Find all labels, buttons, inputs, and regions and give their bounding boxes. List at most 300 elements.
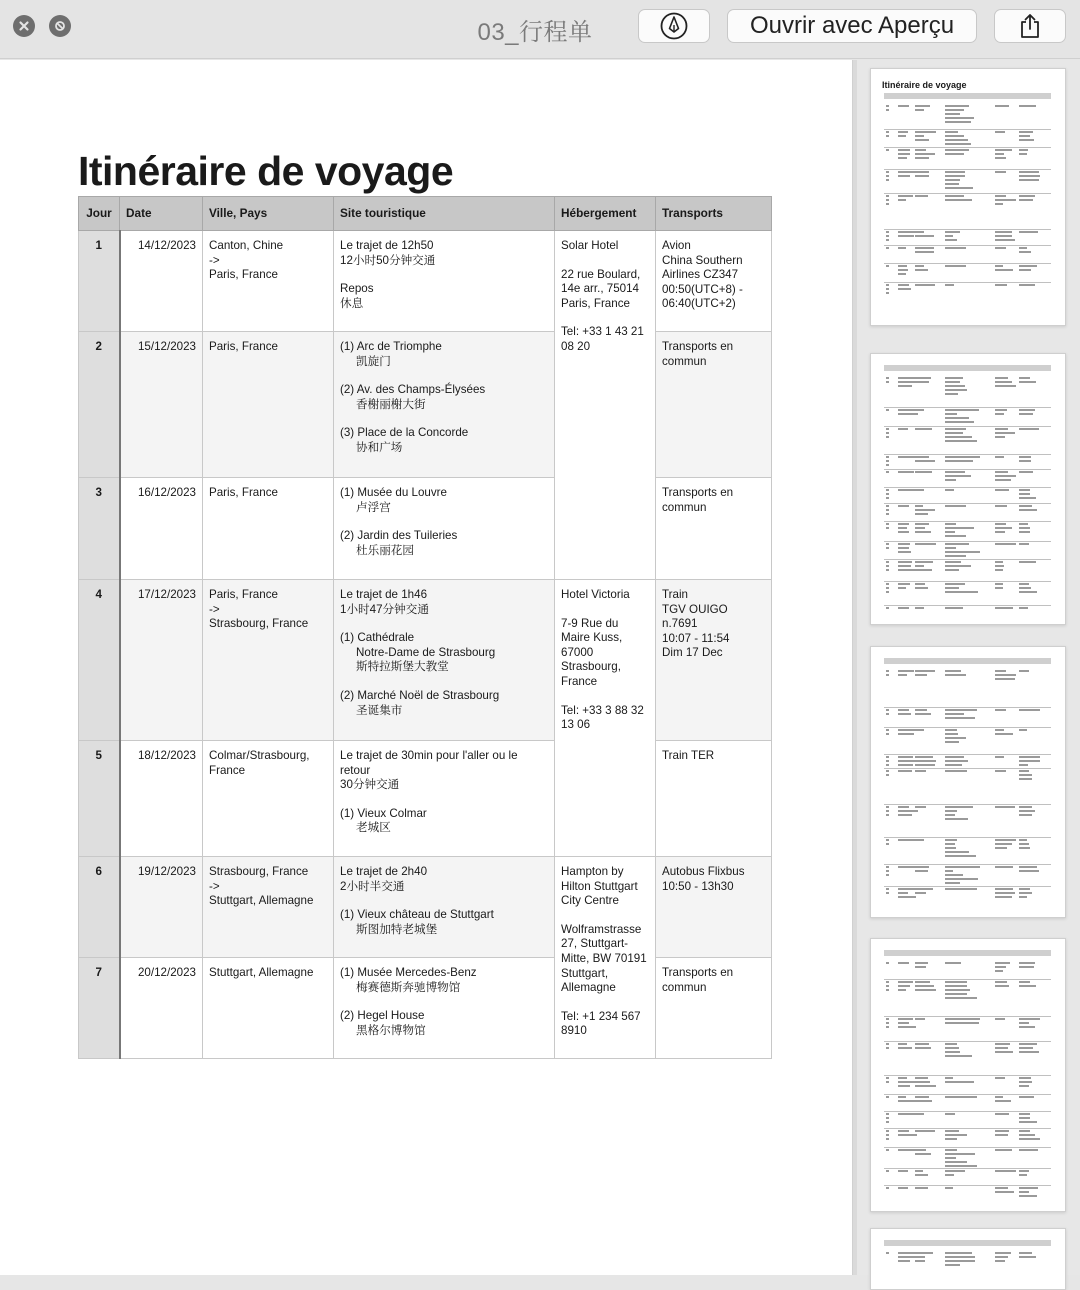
- thumbnail-text-line: [886, 866, 889, 868]
- thumbnail-text-line: [995, 531, 1005, 533]
- thumbnail-text-line: [945, 1113, 955, 1115]
- day-number: 6: [79, 857, 120, 958]
- cell-line: Tel: +33 1 43 21: [561, 325, 644, 339]
- thumbnail-text-line: [945, 1096, 977, 1098]
- thumbnail-text-line: [915, 1096, 929, 1098]
- thumbnail-text-line: [1019, 543, 1029, 545]
- thumbnail-text-line: [886, 764, 889, 766]
- thumbnail-row-rule: [884, 426, 1051, 427]
- thumbnail-text-line: [945, 543, 969, 545]
- cell-line: commun: [662, 500, 707, 514]
- thumbnail-text-line: [915, 157, 929, 159]
- minimize-window-button[interactable]: [49, 15, 71, 37]
- thumbnail-text-line: [898, 247, 906, 249]
- thumbnail-text-line: [898, 1026, 916, 1028]
- thumbnail-text-line: [995, 1187, 1008, 1189]
- open-with-preview-button[interactable]: Ouvrir avec Aperçu: [727, 9, 977, 43]
- thumbnail-text-line: [995, 131, 1005, 133]
- line-gap: [561, 690, 649, 704]
- thumbnail-text-line: [886, 1022, 889, 1024]
- thumbnail-text-line: [995, 385, 1016, 387]
- thumbnail-text-line: [898, 896, 916, 898]
- thumbnail-text-line: [995, 1252, 1011, 1254]
- cell-line: 13 06: [561, 718, 591, 732]
- thumbnail-text-line: [945, 882, 960, 884]
- line-gap: [340, 995, 548, 1009]
- thumbnail-text-line: [995, 377, 1008, 379]
- cell-line: 香榭丽榭大街: [356, 397, 426, 411]
- thumbnail-text-line: [898, 269, 908, 271]
- cell-line: Train: [662, 588, 688, 601]
- thumbnail-row-rule: [884, 1185, 1051, 1186]
- thumbnail-text-line: [945, 587, 959, 589]
- close-icon: [18, 20, 30, 32]
- city-cell: [203, 580, 334, 741]
- thumbnail-text-line: [945, 247, 966, 249]
- thumbnail-text-line: [995, 1149, 1012, 1151]
- thumbnail-text-line: [915, 471, 932, 473]
- no-entry-icon: [54, 20, 66, 32]
- thumbnail-text-line: [898, 583, 910, 585]
- thumbnail-text-line: [915, 269, 928, 271]
- cell-line: (1) Arc de Triomphe: [340, 340, 442, 353]
- cell-line: (2) Av. des Champs-Élysées: [340, 383, 486, 397]
- thumbnail-text-line: [915, 756, 933, 758]
- cell-line: Autobus Flixbus: [662, 865, 745, 878]
- thumbnail-text-line: [1019, 770, 1029, 772]
- thumbnail-text-line: [886, 284, 889, 286]
- day-number: 3: [79, 478, 120, 580]
- thumbnail-text-line: [945, 113, 960, 115]
- cell-line: Stuttgart, Allemagne: [209, 966, 314, 979]
- thumbnail-text-line: [945, 1157, 956, 1159]
- thumbnail-text-line: [898, 810, 918, 812]
- thumbnail-text-line: [995, 239, 1015, 241]
- thumbnail-text-line: [995, 231, 1012, 233]
- thumbnail-text-line: [945, 183, 959, 185]
- thumbnail-text-line: [1019, 583, 1029, 585]
- thumbnail-text-line: [995, 985, 1009, 987]
- thumbnail-text-line: [915, 1085, 936, 1087]
- cell-line: Notre-Dame de Strasbourg: [356, 645, 496, 659]
- thumbnail-text-line: [1019, 985, 1036, 987]
- thumbnail-text-line: [898, 273, 906, 275]
- thumbnail-text-line: [945, 417, 969, 419]
- thumbnail-text-line: [945, 565, 971, 567]
- line-gap: [561, 311, 649, 325]
- transport-cell: [656, 231, 772, 332]
- thumbnail-text-line: [1019, 981, 1030, 983]
- thumbnail-text-line: [915, 985, 934, 987]
- thumbnail-text-line: [945, 432, 963, 434]
- page-thumbnail[interactable]: [870, 1228, 1066, 1290]
- cell-line: Avion: [662, 239, 691, 252]
- thumbnail-text-line: [886, 770, 889, 772]
- thumbnail-text-line: [1019, 806, 1032, 808]
- thumbnail-text-line: [886, 1026, 889, 1028]
- thumbnail-row-rule: [884, 1041, 1051, 1042]
- thumbnail-text-line: [1019, 1081, 1032, 1083]
- thumbnail-text-line: [886, 962, 889, 964]
- thumbnail-text-line: [945, 569, 959, 571]
- page-thumbnail[interactable]: [870, 353, 1066, 625]
- thumbnail-text-line: [945, 460, 973, 462]
- thumbnail-text-line: [886, 1187, 889, 1189]
- transport-cell: [656, 580, 772, 741]
- thumbnail-text-line: [1019, 839, 1027, 841]
- thumbnail-text-line: [915, 569, 932, 571]
- thumbnail-text-line: [915, 1100, 932, 1102]
- cell-line: 斯特拉斯堡大教堂: [356, 660, 449, 674]
- thumbnail-text-line: [898, 1085, 910, 1087]
- cell-line: Airlines CZ347: [662, 268, 739, 282]
- thumbnail-text-line: [945, 583, 965, 585]
- thumbnail-text-line: [945, 962, 961, 964]
- thumbnail-text-line: [915, 770, 926, 772]
- thumbnail-text-line: [995, 1100, 1011, 1102]
- thumbnail-text-line: [886, 583, 889, 585]
- sights-cell: [334, 478, 555, 580]
- day-number: 2: [79, 332, 120, 478]
- sights-cell: [334, 231, 555, 332]
- city-cell: [203, 332, 334, 478]
- thumbnail-text-line: [945, 993, 967, 995]
- thumbnail-text-line: [915, 513, 928, 515]
- thumbnail-text-line: [1019, 764, 1028, 766]
- thumbnail-text-line: [886, 471, 889, 473]
- thumbnail-text-line: [945, 806, 973, 808]
- table-row: [79, 580, 772, 741]
- thumbnail-text-line: [995, 966, 1006, 968]
- thumbnail-text-line: [898, 195, 913, 197]
- cell-line: 2小时半交通: [340, 879, 405, 893]
- thumbnail-text-line: [915, 505, 923, 507]
- thumbnail-text-line: [886, 670, 889, 672]
- column-header-transports: Transports: [656, 197, 772, 231]
- thumbnail-text-line: [915, 135, 924, 137]
- cell-line: Hampton by: [561, 865, 624, 878]
- thumbnail-text-line: [945, 428, 966, 430]
- thumbnail-text-line: [898, 551, 911, 553]
- thumbnail-text-line: [886, 203, 889, 205]
- thumbnail-text-line: [898, 428, 908, 430]
- thumbnail-text-line: [886, 892, 889, 894]
- thumbnail-text-line: [945, 855, 976, 857]
- thumbnail-text-line: [995, 203, 1003, 205]
- cell-line: 00:50(UTC+8) -: [662, 282, 743, 296]
- page-thumbnail[interactable]: [870, 68, 1066, 326]
- thumbnail-text-line: [945, 1153, 975, 1155]
- thumbnail-text-line: [995, 569, 1003, 571]
- thumbnail-text-line: [945, 105, 969, 107]
- cell-line: Strasbourg,: [561, 660, 621, 674]
- thumbnail-text-line: [945, 179, 960, 181]
- thumbnail-text-line: [995, 436, 1005, 438]
- thumbnail-text-line: [995, 195, 1006, 197]
- thumbnail-text-line: [886, 292, 889, 294]
- thumbnail-text-line: [995, 489, 1009, 491]
- thumbnail-text-line: [995, 523, 1006, 525]
- thumbnail-header-band: [884, 950, 1051, 956]
- thumbnail-text-line: [945, 413, 957, 415]
- cell-line: Wolframstrasse: [561, 922, 642, 936]
- thumbnail-text-line: [898, 709, 909, 711]
- thumbnail-text-line: [886, 1117, 889, 1119]
- thumbnail-text-line: [945, 265, 966, 267]
- cell-line: Tel: +1 234 567: [561, 1009, 641, 1023]
- line-gap: [340, 617, 548, 631]
- cell-line: (1) Vieux château de Stuttgart: [340, 908, 494, 922]
- thumbnail-text-line: [1019, 460, 1031, 462]
- markup-button[interactable]: [638, 9, 710, 43]
- table-row: [79, 478, 772, 580]
- thumbnail-text-line: [995, 1018, 1005, 1020]
- thumbnail-text-line: [945, 591, 978, 593]
- thumbnail-text-line: [886, 509, 889, 511]
- thumbnail-text-line: [945, 756, 964, 758]
- thumbnail-text-line: [898, 531, 909, 533]
- date-cell: 15/12/2023: [120, 332, 203, 478]
- thumbnail-text-line: [898, 713, 911, 715]
- page-thumbnail[interactable]: [870, 646, 1066, 918]
- thumbnail-text-line: [915, 565, 924, 567]
- thumbnail-text-line: [898, 670, 914, 672]
- thumbnail-text-line: [1019, 966, 1034, 968]
- thumbnail-row-rule: [884, 1075, 1051, 1076]
- line-gap: [561, 996, 649, 1010]
- thumbnail-text-line: [1019, 1174, 1027, 1176]
- thumbnail-text-line: [945, 985, 967, 987]
- sights-cell: [334, 857, 555, 958]
- thumbnail-text-line: [995, 479, 1011, 481]
- thumbnail-row-rule: [884, 727, 1051, 728]
- thumbnail-row-rule: [884, 1168, 1051, 1169]
- thumbnail-text-line: [1019, 179, 1039, 181]
- thumbnail-text-line: [1019, 1047, 1033, 1049]
- window-title: 03_行程单: [477, 19, 593, 46]
- thumbnail-text-line: [915, 409, 924, 411]
- thumbnail-text-line: [886, 489, 889, 491]
- thumbnail-text-line: [898, 806, 909, 808]
- column-header-date: Date: [120, 197, 203, 231]
- thumbnail-text-line: [1019, 1121, 1037, 1123]
- thumbnail-text-line: [1019, 199, 1033, 201]
- thumbnail-text-line: [945, 1022, 979, 1024]
- sights-cell: [334, 741, 555, 857]
- thumbnail-text-line: [886, 1130, 889, 1132]
- thumbnail-text-line: [915, 456, 929, 458]
- thumbnail-text-line: [995, 456, 1004, 458]
- thumbnail-text-line: [945, 523, 956, 525]
- thumbnail-title: Itinéraire de voyage: [882, 80, 967, 90]
- thumbnail-text-line: [915, 109, 924, 111]
- thumbnail-text-line: [1019, 870, 1039, 872]
- cell-line: 08 20: [561, 339, 591, 353]
- line-gap: [561, 909, 649, 923]
- cell-line: 协和广场: [356, 440, 403, 454]
- cell-line: Paris, France: [209, 268, 278, 282]
- thumbnail-text-line: [886, 135, 889, 137]
- thumbnail-text-line: [898, 814, 912, 816]
- thumbnail-text-line: [1019, 493, 1030, 495]
- thumbnail-text-line: [995, 888, 1013, 890]
- cell-line: Le trajet de 2h40: [340, 865, 428, 878]
- thumbnail-text-line: [898, 1100, 916, 1102]
- thumbnail-text-line: [945, 1165, 977, 1167]
- thumbnail-text-line: [915, 284, 935, 286]
- thumbnail-text-line: [898, 175, 910, 177]
- thumbnail-text-line: [945, 729, 957, 731]
- cell-line: 休息: [340, 296, 364, 310]
- thumbnail-text-line: [886, 105, 889, 107]
- thumbnail-row-rule: [884, 521, 1051, 522]
- cell-line: 10:50 - 13h30: [662, 879, 734, 893]
- thumbnail-row-rule: [884, 503, 1051, 504]
- thumbnail-text-line: [995, 235, 1012, 237]
- table-row: [79, 332, 772, 478]
- thumbnail-text-line: [1019, 105, 1036, 107]
- thumbnail-text-line: [898, 265, 907, 267]
- thumbnail-text-line: [915, 131, 936, 133]
- table-row: [79, 958, 772, 1059]
- thumbnail-text-line: [915, 729, 924, 731]
- thumbnail-text-line: [945, 760, 968, 762]
- thumbnail-text-line: [945, 153, 964, 155]
- thumbnail-text-line: [945, 175, 965, 177]
- thumbnail-text-line: [886, 674, 889, 676]
- thumbnail-text-line: [898, 199, 906, 201]
- line-gap: [340, 793, 548, 807]
- thumbnail-text-line: [1019, 1138, 1040, 1140]
- thumbnail-text-line: [945, 187, 973, 189]
- thumbnail-row-rule: [884, 1094, 1051, 1095]
- thumbnail-text-line: [915, 962, 928, 964]
- thumbnail-text-line: [886, 179, 889, 181]
- close-window-button[interactable]: [13, 15, 35, 37]
- thumbnail-row-rule: [884, 541, 1051, 542]
- column-header-jour: Jour: [79, 197, 120, 231]
- thumbnail-text-line: [886, 989, 889, 991]
- cell-line: Dim 17 Dec: [662, 646, 723, 660]
- thumbnail-text-line: [945, 195, 964, 197]
- thumbnail-text-line: [995, 543, 1016, 545]
- thumbnail-text-line: [898, 543, 910, 545]
- thumbnail-text-line: [886, 839, 889, 841]
- thumbnail-text-line: [915, 587, 928, 589]
- cell-line: ->: [209, 879, 220, 893]
- thumbnail-text-line: [995, 1051, 1013, 1053]
- thumbnail-text-line: [945, 235, 953, 237]
- thumbnail-text-line: [915, 806, 926, 808]
- thumbnail-text-line: [898, 149, 910, 151]
- thumbnail-text-line: [1019, 1026, 1035, 1028]
- thumbnail-text-line: [1019, 1191, 1029, 1193]
- thumbnail-text-line: [945, 733, 958, 735]
- thumbnail-text-line: [915, 531, 931, 533]
- thumbnail-text-line: [945, 489, 954, 491]
- page-thumbnail[interactable]: [870, 938, 1066, 1212]
- thumbnail-text-line: [898, 235, 914, 237]
- thumbnail-text-line: [886, 1138, 889, 1140]
- thumbnail-text-line: [945, 479, 956, 481]
- cell-line: commun: [662, 354, 707, 368]
- thumbnail-text-line: [886, 436, 889, 438]
- cell-line: Le trajet de 30min pour l'aller ou le: [340, 749, 518, 762]
- day-number: 1: [79, 231, 120, 332]
- line-gap: [340, 268, 548, 282]
- thumbnail-text-line: [995, 962, 1010, 964]
- city-cell: [203, 857, 334, 958]
- thumbnail-text-line: [945, 239, 957, 241]
- thumbnail-text-line: [995, 1077, 1005, 1079]
- thumbnail-text-line: [1019, 1117, 1030, 1119]
- thumbnail-text-line: [915, 195, 928, 197]
- thumbnail-text-line: [886, 709, 889, 711]
- thumbnail-text-line: [1019, 591, 1037, 593]
- thumbnail-text-line: [898, 1134, 917, 1136]
- thumbnail-text-line: [898, 153, 910, 155]
- thumbnail-text-line: [945, 670, 961, 672]
- thumbnail-row-rule: [884, 454, 1051, 455]
- thumbnail-row-rule: [884, 193, 1051, 194]
- thumbnail-text-line: [886, 235, 889, 237]
- thumbnail-text-line: [886, 464, 889, 466]
- thumbnail-text-line: [995, 674, 1016, 676]
- thumbnail-text-line: [945, 531, 955, 533]
- thumbnail-text-line: [995, 247, 1006, 249]
- thumbnail-text-line: [1019, 1195, 1037, 1197]
- thumbnail-text-line: [886, 149, 889, 151]
- thumbnail-text-line: [886, 288, 889, 290]
- thumbnail-text-line: [915, 870, 928, 872]
- cell-line: Allemagne: [561, 981, 616, 995]
- cell-line: Paris, France: [561, 296, 630, 310]
- thumbnail-text-line: [886, 1018, 889, 1020]
- thumbnail-row-rule: [884, 1111, 1051, 1112]
- thumbnail-text-line: [1019, 171, 1039, 173]
- thumbnail-text-line: [995, 505, 1007, 507]
- thumbnail-text-line: [945, 139, 968, 141]
- thumbnail-text-line: [945, 709, 977, 711]
- sights-cell: [334, 332, 555, 478]
- thumbnail-text-line: [1019, 962, 1035, 964]
- transport-cell: [656, 958, 772, 1059]
- cell-line: commun: [662, 980, 707, 994]
- thumbnail-text-line: [945, 810, 957, 812]
- thumbnail-row-rule: [884, 804, 1051, 805]
- thumbnail-text-line: [898, 981, 913, 983]
- thumbnail-text-line: [886, 1149, 889, 1151]
- thumbnail-text-line: [945, 527, 974, 529]
- thumbnail-text-line: [915, 1149, 926, 1151]
- share-button[interactable]: [994, 9, 1066, 43]
- thumbnail-text-line: [886, 428, 889, 430]
- cell-line: 斯图加特老城堡: [356, 922, 438, 936]
- cell-line: Hilton Stuttgart: [561, 879, 638, 893]
- cell-line: 1小时47分钟交通: [340, 602, 429, 616]
- date-cell: 16/12/2023: [120, 478, 203, 580]
- city-cell: [203, 958, 334, 1059]
- thumbnail-row-rule: [884, 559, 1051, 560]
- thumbnail-text-line: [915, 561, 933, 563]
- sidebar-scrollbar[interactable]: [853, 60, 857, 1275]
- transport-cell: [656, 741, 772, 857]
- thumbnail-text-line: [1019, 471, 1033, 473]
- cell-line: 06:40(UTC+2): [662, 297, 736, 311]
- thumbnail-text-line: [886, 1096, 889, 1098]
- thumbnail-text-line: [1019, 284, 1035, 286]
- thumbnail-text-line: [995, 471, 1008, 473]
